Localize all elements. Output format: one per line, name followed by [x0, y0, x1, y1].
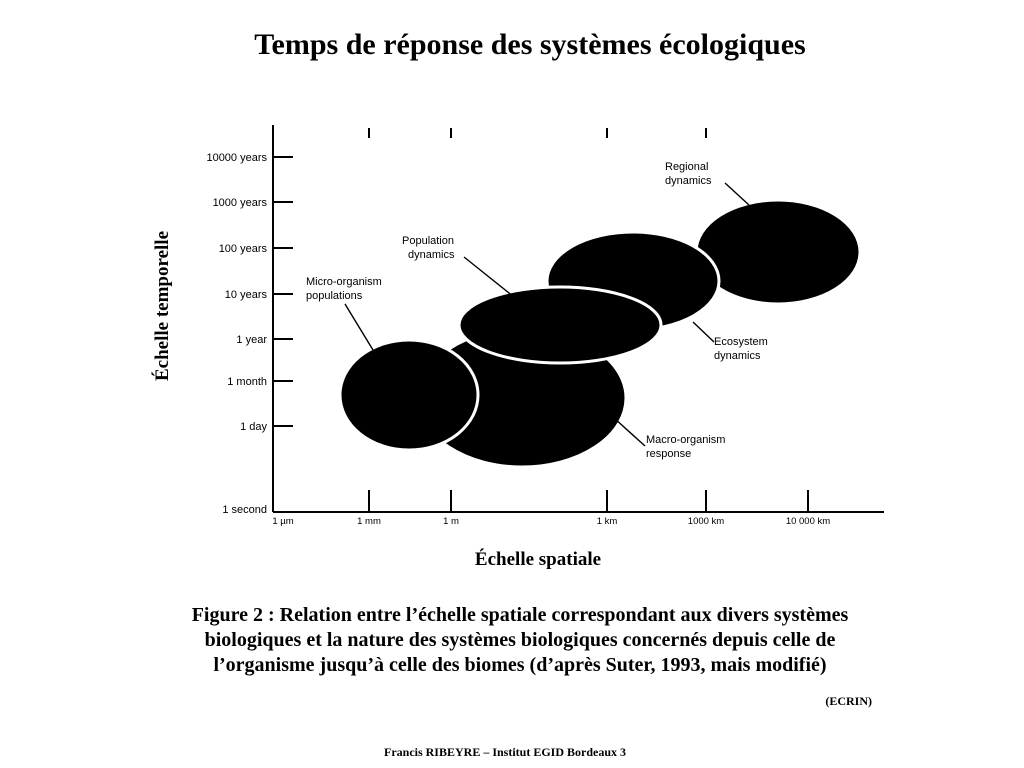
macro-organism-label [646, 434, 729, 460]
label-line: Micro-organism [306, 276, 382, 288]
label-line: Population [402, 235, 454, 247]
label-line: Ecosystem [714, 336, 768, 348]
slide-title: Temps de réponse des systèmes écologiques [254, 28, 806, 61]
top-marks [369, 128, 706, 138]
x-tick-label: 1 µm [272, 516, 294, 527]
population-dynamics-blob [459, 287, 661, 363]
y-tick-label: 100 years [218, 243, 267, 255]
label-line: Macro-organism [646, 434, 726, 446]
label-line: dynamics [408, 249, 455, 261]
source-credit: (ECRIN) [825, 694, 872, 708]
label-line: dynamics [714, 350, 761, 362]
figure-caption [150, 603, 890, 678]
x-tick-labels [272, 516, 830, 527]
micro-organism-blob [340, 340, 478, 450]
y-tick-label: 1 year [236, 334, 267, 346]
y-tick-labels [206, 152, 267, 516]
population-dynamics-label [402, 235, 457, 261]
caption-line: biologiques et la nature des systèmes biologiques concernés depuis celle de [204, 629, 836, 651]
y-axis-title: Échelle temporelle [152, 230, 173, 382]
x-tick-label: 10 000 km [785, 516, 831, 527]
x-ticks [369, 490, 808, 512]
y-tick-label: 1 second [222, 504, 267, 516]
x-tick-label: 1 m [443, 516, 459, 527]
label-line: populations [306, 290, 363, 302]
y-tick-label: 10000 years [206, 152, 267, 164]
label-line: response [646, 448, 692, 460]
ecosystem-dynamics-label [714, 336, 771, 362]
y-tick-label: 1 month [227, 376, 267, 388]
micro-organism-label [306, 276, 385, 302]
regional-dynamics-blob [696, 200, 860, 304]
footer: Francis RIBEYRE – Institut EGID Bordeaux 3 [383, 745, 627, 759]
y-ticks [273, 157, 293, 426]
y-tick-label: 1000 years [212, 197, 267, 209]
y-tick-label: 1 day [240, 421, 267, 433]
y-tick-label: 10 years [224, 289, 267, 301]
label-line: Regional [665, 161, 709, 173]
label-line: dynamics [665, 175, 712, 187]
x-tick-label: 1 km [596, 516, 618, 527]
caption-line: l’organisme jusqu’à celle des biomes (d’après Suter, 1993, mais modifié) [213, 654, 827, 676]
caption-line: Figure 2 : Relation entre l’échelle spatiale correspondant aux divers systèmes [191, 604, 849, 626]
regional-dynamics-label [665, 161, 712, 187]
x-tick-label: 1 mm [357, 516, 381, 527]
x-axis-title: Échelle spatiale [474, 549, 602, 570]
x-tick-label: 1000 km [687, 516, 725, 527]
